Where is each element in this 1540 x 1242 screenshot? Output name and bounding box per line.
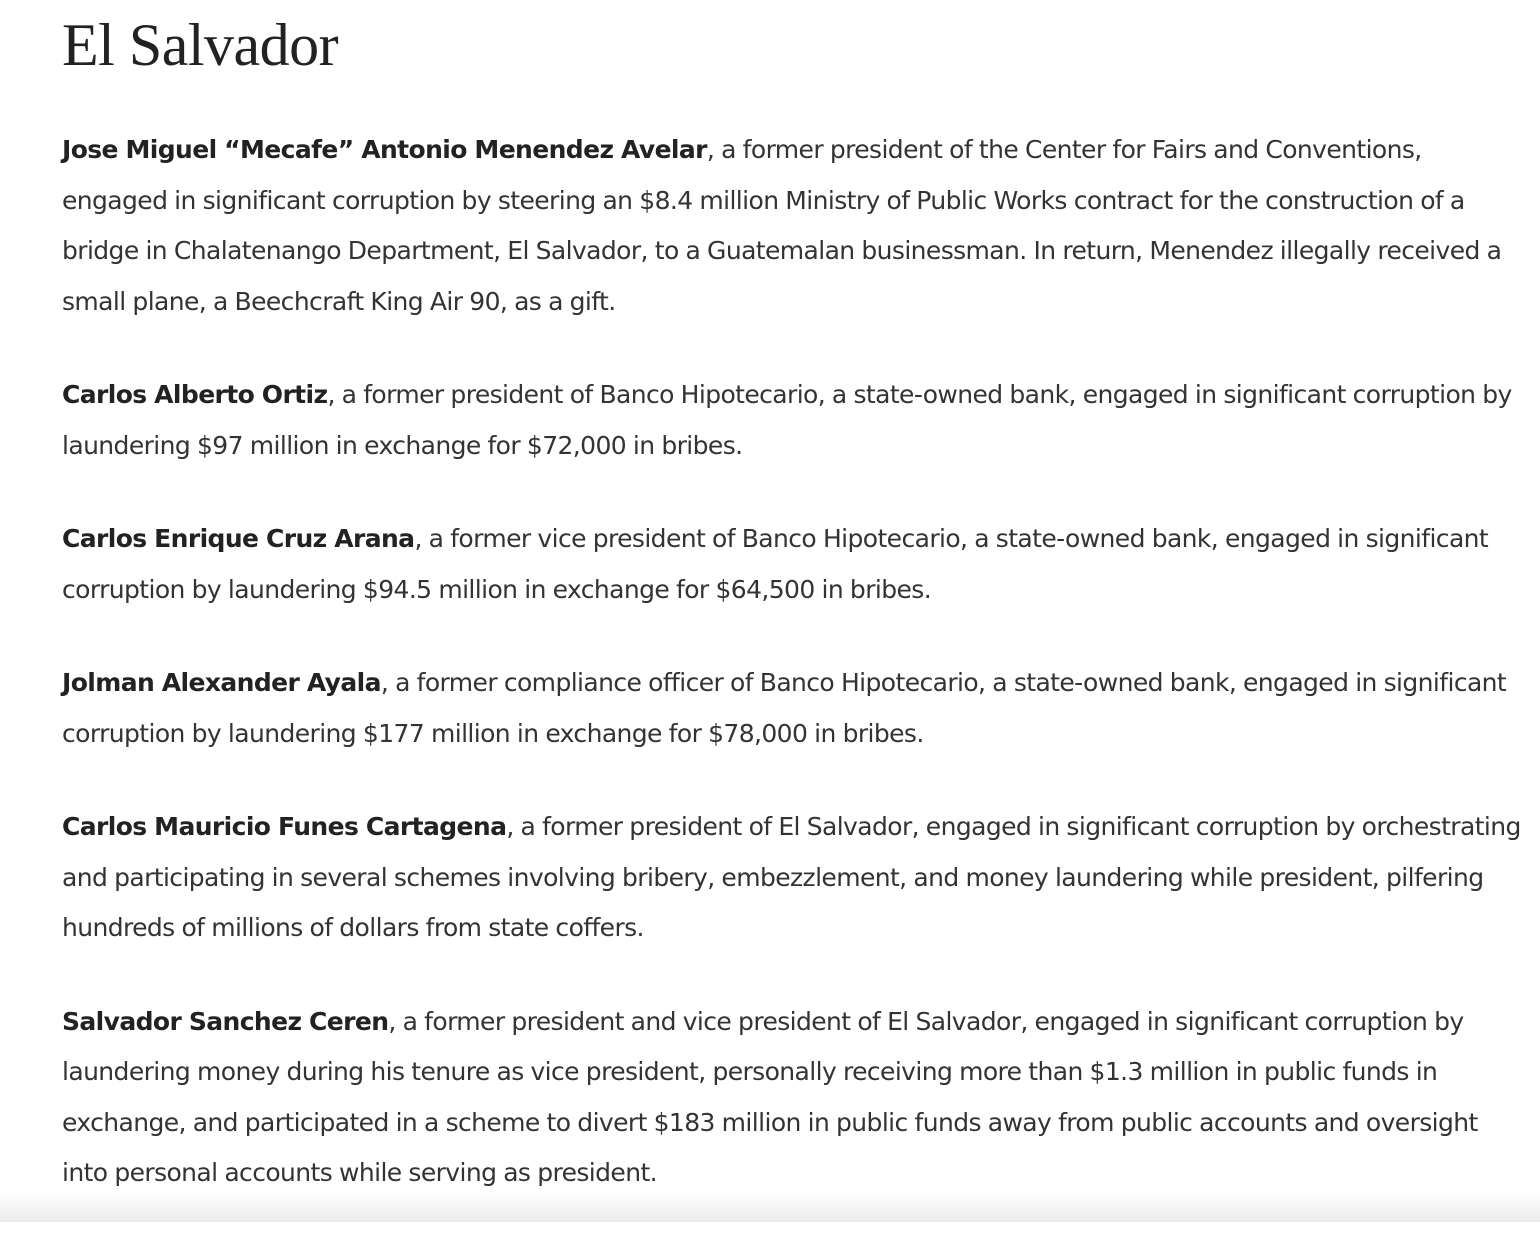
page-title: El Salvador (62, 12, 339, 78)
entry-text: , a former president and vice president of El Salvador, engaged in significant corruption by laundering money during his tenure as vice president, personally receiving more than $1.3 million in public funds in exchange, and participated in a scheme to divert $183 million in public funds away from public accounts and oversight into personal accounts while serving as president. (62, 1006, 1478, 1187)
entry-paragraph (62, 514, 1522, 615)
entry-paragraph (62, 802, 1522, 954)
entry-paragraph (62, 658, 1522, 759)
entry-name: Carlos Alberto Ortiz (62, 380, 328, 409)
entry-paragraph (62, 997, 1522, 1199)
entry-text: , a former vice president of Banco Hipotecario, a state-owned bank, engaged in significant corruption by laundering $94.5 million in exchange for $64,500 in bribes. (62, 524, 1489, 604)
bottom-shadow (0, 1192, 1540, 1222)
entry-text: , a former president of Banco Hipotecario, a state-owned bank, engaged in significant corruption by laundering $97 million in exchange for $72,000 in bribes. (62, 380, 1512, 460)
entry-paragraph (62, 125, 1522, 327)
entry-text: , a former president of El Salvador, engaged in significant corruption by orchestrating and participating in several schemes involving bribery, embezzlement, and money laundering while president, pilfering hundreds of millions of dollars from state coffers. (62, 812, 1521, 942)
entry-text: , a former president of the Center for Fairs and Conventions, engaged in significant corruption by steering an $8.4 million Ministry of Public Works contract for the construction of a bridge in Chalatenango Department, El Salvador, to a Guatemalan businessman. In return, Menendez illegally received a small plane, a Beechcraft King Air 90, as a gift. (62, 135, 1502, 316)
entry-name: Carlos Enrique Cruz Arana (62, 524, 415, 553)
entry-text: , a former compliance officer of Banco Hipotecario, a state-owned bank, engaged in significant corruption by laundering $177 million in exchange for $78,000 in bribes. (62, 668, 1507, 748)
entry-name: Jose Miguel “Mecafe” Antonio Menendez Avelar (62, 135, 707, 164)
entry-name: Salvador Sanchez Ceren (62, 1006, 389, 1036)
entry-list (62, 125, 1522, 1242)
entry-name: Carlos Mauricio Funes Cartagena (62, 812, 507, 841)
entry-name: Jolman Alexander Ayala (62, 668, 381, 697)
entry-paragraph (62, 370, 1522, 471)
